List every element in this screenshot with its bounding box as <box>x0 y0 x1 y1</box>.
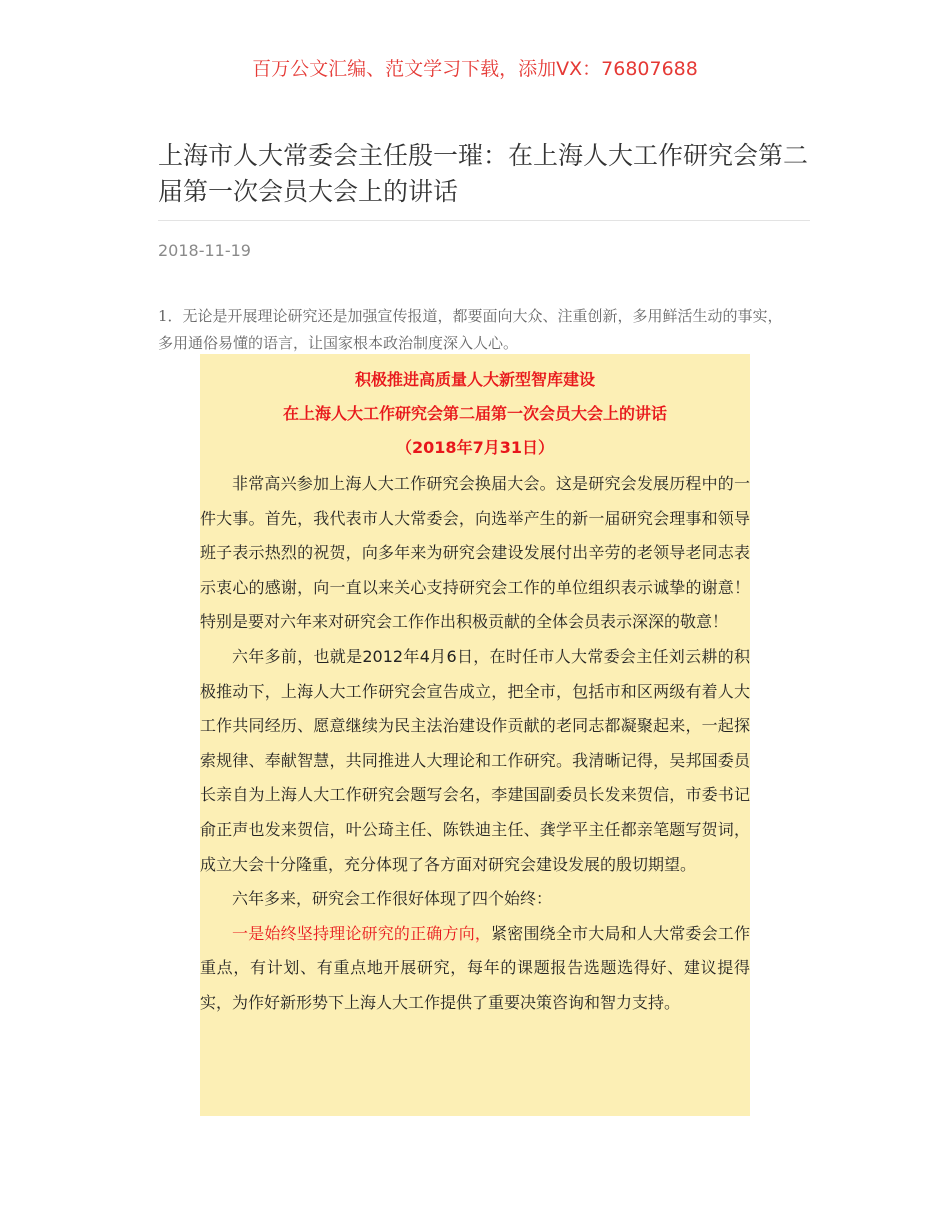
speech-paragraph-4-text: 紧密围绕全市大局和人大常委会工作重点，有计划、有重点地开展研究，每年的课题报告选题选得好、建议提得实，为作好新形势下上海人大工作提供了重要决策咨询和智力支持。 <box>200 923 750 1012</box>
speech-paragraph-3: 六年多来，研究会工作很好体现了四个始终： <box>232 889 553 909</box>
speech-paragraph-4 <box>200 917 750 1021</box>
article-summary: 1．无论是开展理论研究还是加强宣传报道，都要面向大众、注重创新，多用鲜活生动的事实，多用通俗易懂的语言，让国家根本政治制度深入人心。 <box>158 307 783 352</box>
speech-paragraph-2: 六年多前，也就是2012年4月6日，在时任市人大常委会主任刘云耕的积极推动下，上海人大工作研究会宣告成立，把全市，包括市和区两级有着人大工作共同经历、愿意继续为民主法治建设作贡献的老同志都凝聚起来，一起探索规律、奉献智慧，共同推进人大理论和工作研究。我清晰记得，吴邦国委员长亲自为上海人大工作研究会题写会名，李建国副委员长发来贺信，市委书记俞正声也发来贺信，叶公琦主任、陈铁迪主任、龚学平主任都亲笔题写贺词，成立大会十分隆重，充分体现了各方面对研究会建设发展的殷切期望。 <box>200 646 750 874</box>
speech-highlight: 一是始终坚持理论研究的正确方向， <box>232 923 492 943</box>
article-title: 上海市人大常委会主任殷一璀：在上海人大工作研究会第二届第一次会员大会上的讲话 <box>158 141 809 206</box>
speech-paragraph-1: 非常高兴参加上海人大工作研究会换届大会。这是研究会发展历程中的一件大事。首先，我代表市人大常委会，向选举产生的新一届研究会理事和领导班子表示热烈的祝贺，向多年来为研究会建设发展付出辛劳的老领导老同志表示衷心的感谢，向一直以来关心支持研究会工作的单位组织表示诚挚的谢意！特别是要对六年来对研究会工作作出积极贡献的全体会员表示深深的敬意！ <box>200 474 750 632</box>
speech-heading: 积极推进高质量人大新型智库建设 <box>354 370 595 389</box>
speech-body <box>200 467 750 1021</box>
speech-date: （2018年7月31日） <box>396 438 554 457</box>
title-divider <box>158 220 810 221</box>
publish-date: 2018-11-19 <box>158 241 251 260</box>
promo-banner: 百万公文汇编、范文学习下载，添加VX：76807688 <box>252 58 698 80</box>
speech-subheading: 在上海人大工作研究会第二届第一次会员大会上的讲话 <box>282 404 667 423</box>
